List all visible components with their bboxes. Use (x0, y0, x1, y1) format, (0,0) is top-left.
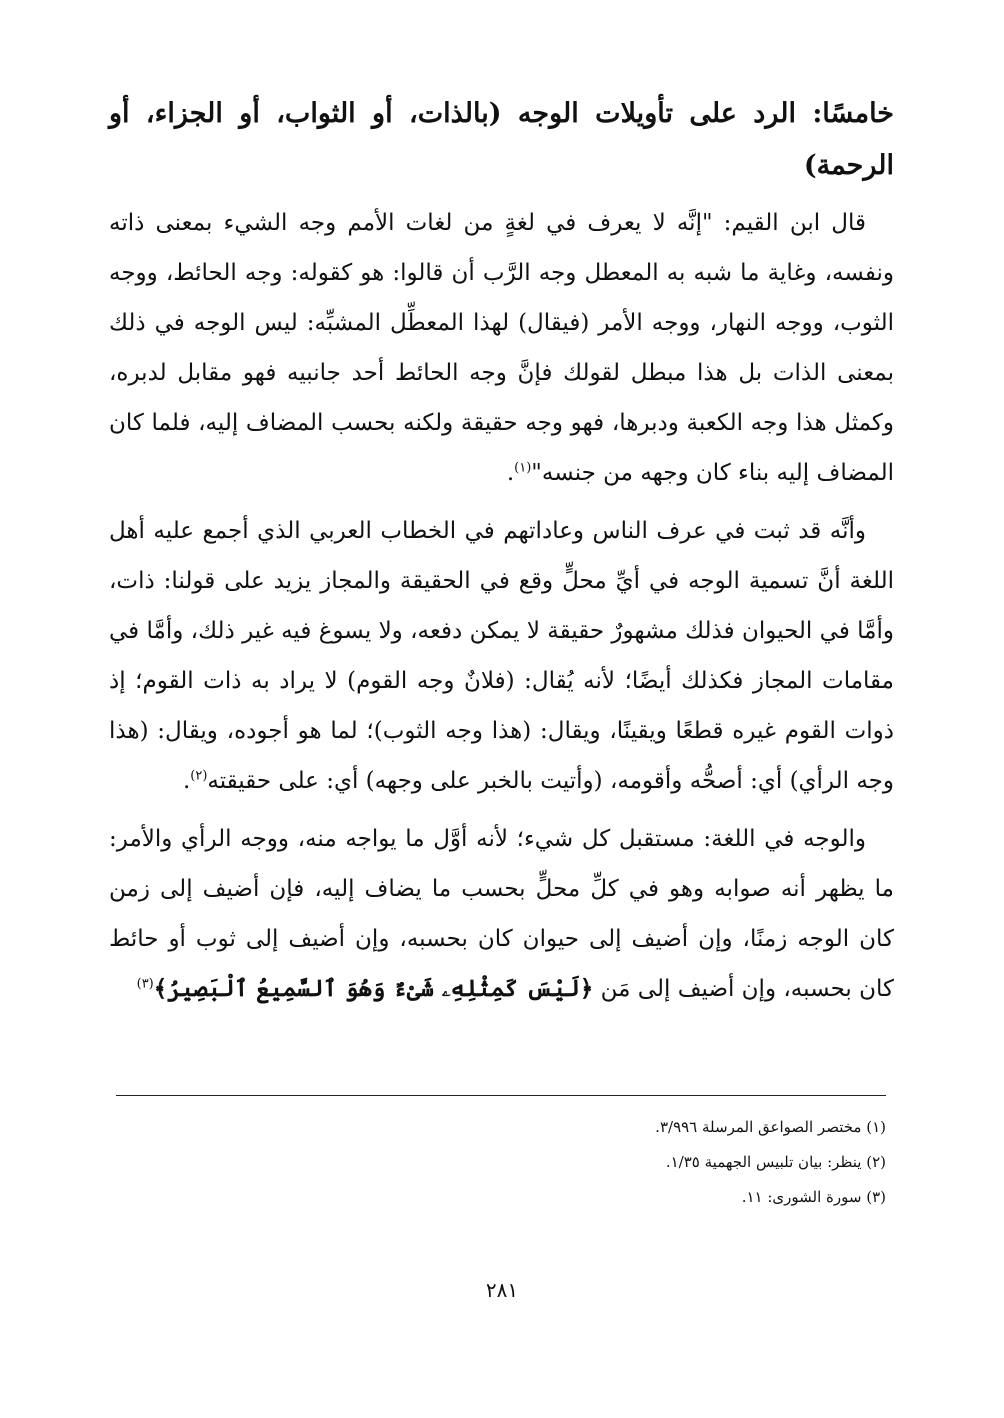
paragraph-2 (109, 506, 894, 806)
footnote-ref-3: (٣) (136, 976, 154, 992)
paragraph-1 (109, 198, 894, 498)
quran-verse: ﴿لَيْسَ كَمِثْلِهِۦ شَىْءٌ وَهُوَ ٱلسَّمِيعُ ٱلْبَصِيرُ﴾ (153, 975, 594, 1002)
paragraph-3-text: والوجه في اللغة: مستقبل كل شيء؛ لأنه أوَّل ما يواجه منه، ووجه الرأي والأمر: ما يظهر أنه صوابه وهو في كلِّ محلٍّ بحسب ما يضاف إليه، فإن أضيف إلى زمن كان الوجه زمنًا، وإن أضيف إلى حيوان كان بحسبه، وإن أضيف إلى ثوب أو حائط كان بحسبه، وإن أضيف إلى مَن (109, 826, 894, 1002)
page-number: ٢٨١ (485, 1278, 519, 1302)
footnote-ref-1: (١) (514, 460, 532, 476)
footnote-3: (٣) سورة الشورى: ١١. (741, 1188, 886, 1206)
paragraph-3 (109, 814, 894, 1014)
footnotes (116, 1110, 886, 1215)
footnote-1: (١) مختصر الصواعق المرسلة ٣/٩٩٦. (655, 1118, 886, 1136)
paragraph-1-text: قال ابن القيم: "إنَّه لا يعرف في لغةٍ من لغات الأمم وجه الشيء بمعنى ذاته ونفسه، وغاية ما شبه به المعطل وجه الرَّب أن قالوا: هو كقوله: وجه الحائط، ووجه الثوب، ووجه النهار، ووجه الأمر (فيقال) لهذا المعطِّل المشبِّه: ليس الوجه في ذلك بمعنى الذات بل هذا مبطل لقولك فإنَّ وجه الحائط أحد جانبيه فهو مقابل لدبره، وكمثل هذا وجه الكعبة ودبرها، فهو وجه حقيقة ولكنه بحسب المضاف إليه، فلما كان المضاف إليه بناء كان وجهه من جنسه" (109, 210, 894, 486)
footnote-separator (116, 1095, 886, 1096)
footnote-ref-2: (٢) (190, 768, 208, 784)
footnote-2: (٢) ينظر: بيان تلبيس الجهمية ١/٣٥. (665, 1153, 886, 1171)
paragraph-2-text: وأنَّه قد ثبت في عرف الناس وعاداتهم في الخطاب العربي الذي أجمع عليه أهل اللغة أنَّ تسمية الوجه في أيِّ محلٍّ وقع في الحقيقة والمجاز يزيد على قولنا: ذات، وأمَّا في الحيوان فذلك مشهورٌ حقيقة لا يمكن دفعه، ولا يسوغ فيه غير ذلك، وأمَّا في مقامات المجاز فكذلك أيضًا؛ لأنه يُقال: (فلانٌ وجه القوم) لا يراد به ذات القوم؛ إذ ذوات القوم غيره قطعًا ويقينًا، ويقال: (هذا وجه الثوب)؛ لما هو أجوده، ويقال: (هذا وجه الرأي) أي: أصحُّه وأقومه، (وأتيت بالخبر على وجهه) أي: على حقيقته (109, 518, 894, 794)
paragraph-2-end: . (182, 768, 191, 794)
section-heading: خامسًا: الرد على تأويلات الوجه (بالذات، أو الثواب، أو الجزاء، أو الرحمة) (109, 98, 894, 181)
main-text (109, 88, 894, 1022)
paragraph-1-end: . (506, 460, 515, 486)
